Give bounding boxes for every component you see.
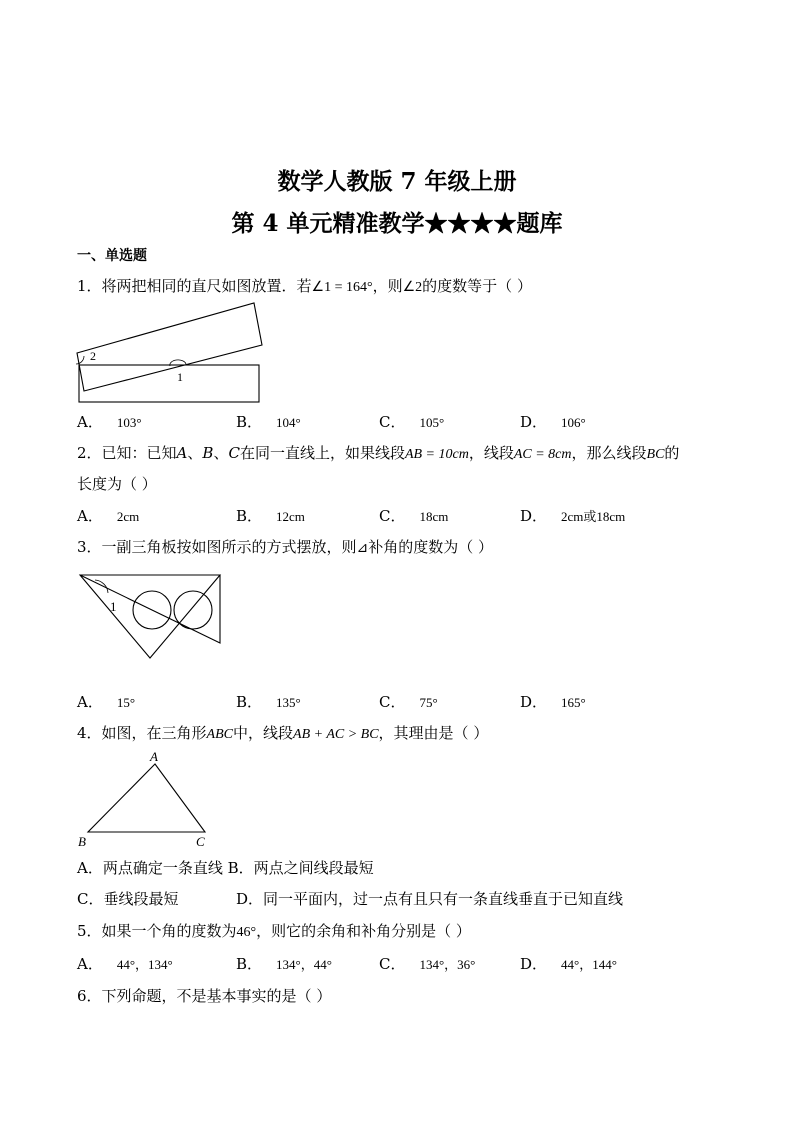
q1-option-d[interactable]: D． 106°	[520, 413, 586, 431]
set-square-30	[80, 575, 220, 643]
q5-option-b[interactable]: B． 134°，44°	[236, 955, 332, 973]
q5-option-a[interactable]: A． 44°，134°	[77, 955, 173, 973]
question-3-text: 3．一副三角板按如图所示的方式摆放，则⊿补角的度数为（ ）	[77, 538, 494, 556]
angle-1-label: 1	[110, 599, 117, 614]
question-5-text: 5．如果一个角的度数为46°，则它的余角和补角分别是（ ）	[77, 922, 471, 940]
q2-option-a[interactable]: A． 2cm	[77, 507, 140, 525]
question-2-text-line2: 长度为（ ）	[77, 475, 157, 493]
vertex-a-label: A	[150, 749, 158, 764]
q3-option-d[interactable]: D． 165°	[520, 693, 586, 711]
angle-2-arc	[76, 356, 84, 364]
vertex-c-label: C	[196, 834, 205, 849]
question-6-text: 6．下列命题，不是基本事实的是（ ）	[77, 987, 332, 1005]
q3-option-c[interactable]: C． 75°	[379, 693, 438, 711]
q5-option-c[interactable]: C． 134°，36°	[379, 955, 476, 973]
q4-options-line1[interactable]: A．两点确定一条直线 B．两点之间线段最短	[77, 859, 374, 877]
angle-1-label: 1	[177, 370, 183, 384]
angle-1-arc	[95, 580, 108, 593]
circle-right	[174, 591, 212, 629]
q4-option-c[interactable]: C．垂线段最短	[77, 890, 179, 908]
question-3-figure	[75, 570, 230, 680]
triangle-abc	[88, 764, 205, 832]
q1-option-c[interactable]: C． 105°	[379, 413, 445, 431]
question-4-text: 4．如图，在三角形ABC中，线段AB + AC > BC，其理由是（ ）	[77, 724, 489, 742]
page-subtitle: 第 4 单元精准教学★★★★题库	[231, 210, 563, 237]
q2-option-d[interactable]: D． 2cm或18cm	[520, 507, 626, 525]
q1-option-b[interactable]: B． 104°	[236, 413, 301, 431]
question-1-text: 1．将两把相同的直尺如图放置．若∠1 = 164°，则∠2的度数等于（ ）	[77, 277, 532, 295]
q2-option-b[interactable]: B． 12cm	[236, 507, 305, 525]
q4-option-d[interactable]: D．同一平面内，过一点有且只有一条直线垂直于已知直线	[236, 890, 624, 908]
question-2-text: 2．已知：已知A、B、C在同一直线上，如果线段AB = 10cm，线段AC = 8cm，那么线段BC的	[77, 444, 680, 462]
vertex-b-label: B	[78, 834, 86, 849]
q2-option-c[interactable]: C． 18cm	[379, 507, 449, 525]
q5-option-d[interactable]: D． 44°，144°	[520, 955, 617, 973]
set-square-45	[80, 575, 220, 658]
ruler-top	[77, 303, 262, 391]
question-4-figure	[72, 745, 222, 850]
section-heading: 一、单选题	[77, 248, 147, 264]
page-title: 数学人教版 7 年级上册	[277, 168, 517, 195]
q3-option-a[interactable]: A． 15°	[77, 693, 136, 711]
ruler-bottom	[79, 365, 259, 402]
q3-option-b[interactable]: B． 135°	[236, 693, 301, 711]
angle-2-label: 2	[90, 349, 96, 363]
q1-option-a[interactable]: A． 103°	[77, 413, 142, 431]
question-1-figure	[72, 298, 272, 408]
